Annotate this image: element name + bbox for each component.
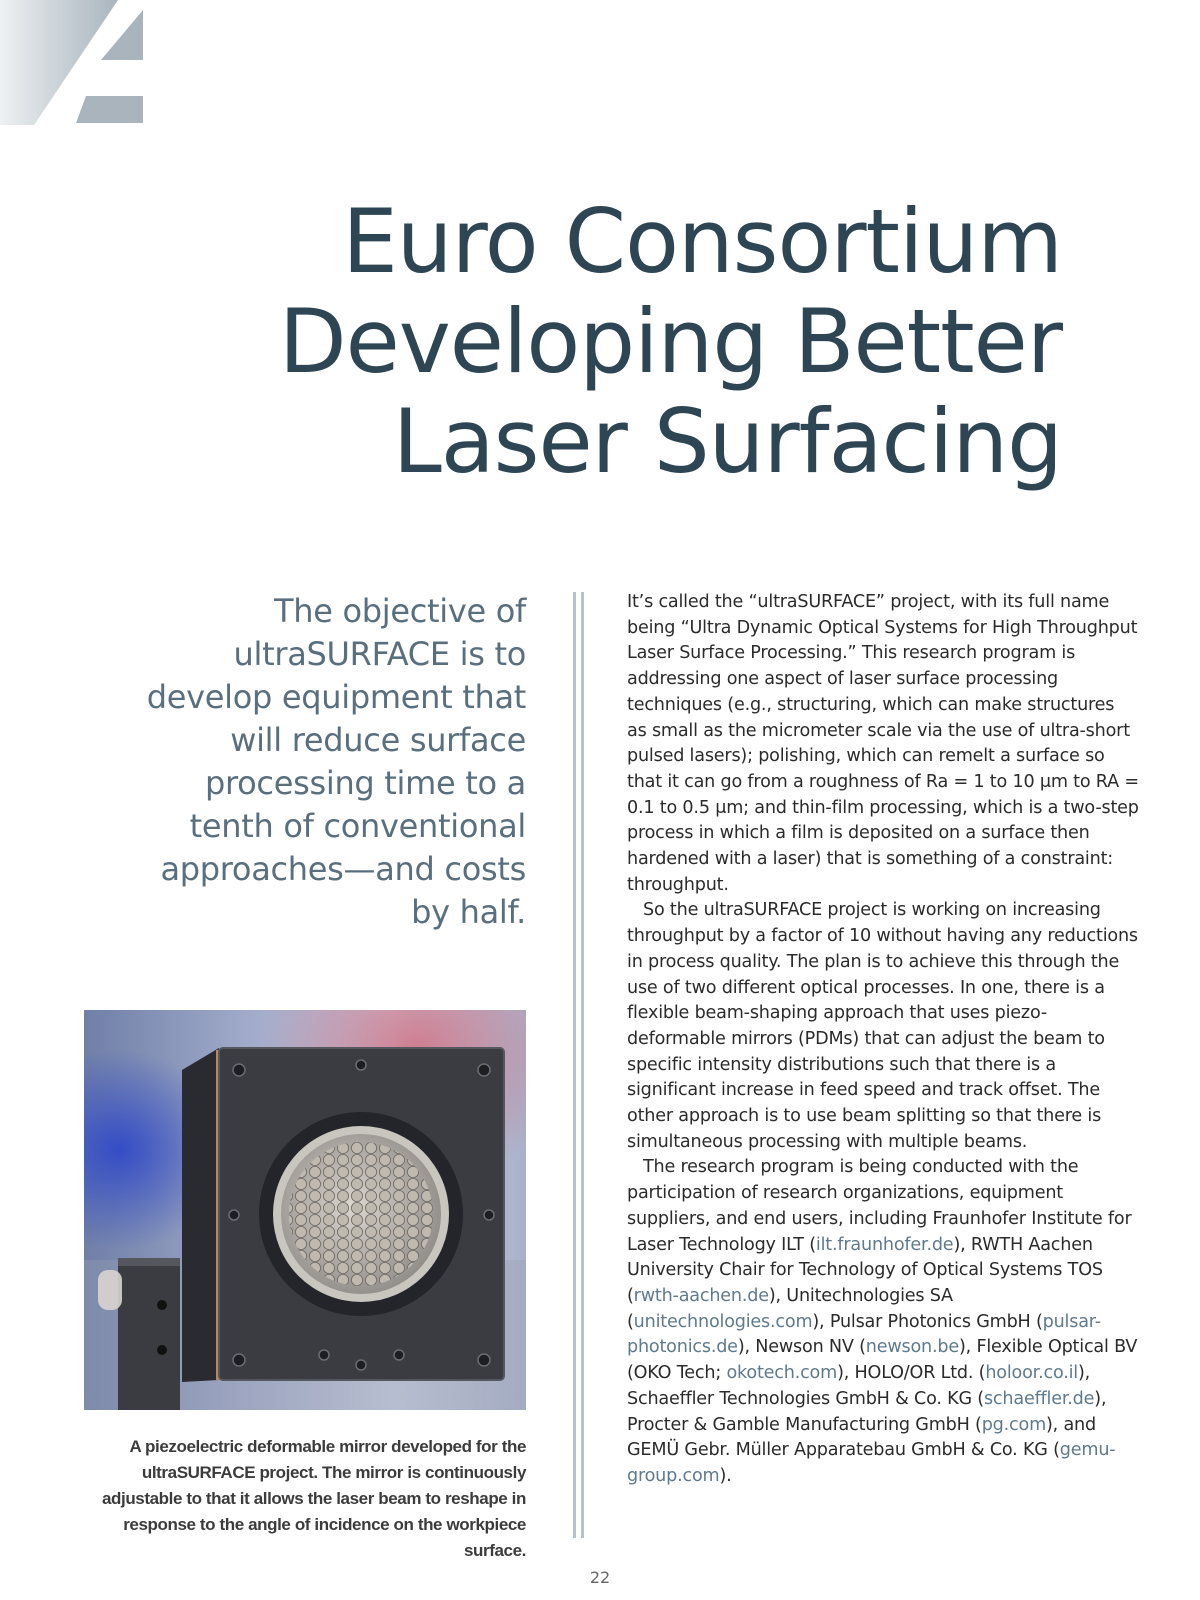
body-text: ), Unitechnologies SA (	[627, 1285, 953, 1332]
link-rwth-aachen[interactable]: rwth-aachen.de	[633, 1285, 769, 1306]
body-paragraph: It’s called the “ultraSURFACE” project, with its full name being “Ultra Dynamic Optical Systems for High Throughput Laser Surface Processing.” This research program is addressing one aspect of laser surface processing techniques (e.g., structuring, which can make structures as small as the micrometer scale via the use of ultra-short pulsed lasers); polishing, which can remelt a surface so that it can go from a roughness of Ra = 1 to 10 μm to RA = 0.1 to 0.5 μm; and thin-film processing, which is a two-step process in which a film is deposited on a surface then hardened with a laser) that is something of a constraint: throughput.	[627, 592, 1139, 895]
link-ilt-fraunhofer[interactable]: ilt.fraunhofer.de	[815, 1234, 954, 1255]
pull-quote: The objective of ultraSURFACE is to develop equipment that will reduce surface processing time to a tenth of conventional approaches—and costs by half.	[146, 592, 526, 931]
body-text: The research program is being conducted with the participation of research organizations, equipment suppliers, and end users, including Fraunhofer Institute for Laser Technology ILT (	[627, 1157, 1132, 1255]
page-number: 22	[589, 1568, 611, 1587]
body-text: ), Newson NV (	[737, 1337, 866, 1358]
link-pulsar-photonics[interactable]: pulsar-photonics.de	[627, 1311, 1101, 1358]
link-schaeffler[interactable]: schaeffler.de	[983, 1388, 1095, 1409]
title-line: Laser Surfacing	[392, 390, 1062, 493]
body-text: ), Pulsar Photonics GmbH (	[812, 1311, 1043, 1332]
deformable-mirror-photo	[84, 1010, 526, 1410]
article-body	[627, 590, 1139, 1490]
column-divider	[581, 592, 584, 1538]
body-text: ), Procter & Gamble Manufacturing GmbH (	[627, 1388, 1107, 1435]
body-paragraph: So the ultraSURFACE project is working on increasing throughput by a factor of 10 without having any reductions in process quality. The plan is to achieve this through the use of two different optical processes. In one, there is a flexible beam-shaping approach that uses piezo-deformable mirrors (PDMs) that can adjust the beam to specific intensity distributions such that there is a significant increase in feed speed and track offset. The other approach is to use beam splitting so that there is simultaneous processing with multiple beams.	[627, 900, 1138, 1152]
body-text: ), and GEMÜ Gebr. Müller Apparatebau GmbH & Co. KG (	[627, 1414, 1096, 1461]
body-text: ), Schaeffler Technologies GmbH & Co. KG (	[627, 1363, 1091, 1409]
link-newson[interactable]: newson.be	[865, 1337, 959, 1358]
title-line: Euro Consortium	[342, 190, 1062, 293]
body-text: ), HOLO/OR Ltd. (	[837, 1363, 986, 1384]
link-gemu-group[interactable]: gemu-group.com	[627, 1440, 1116, 1486]
link-holoor[interactable]: holoor.co.il	[985, 1363, 1078, 1384]
magazine-a-logo-icon	[0, 0, 150, 125]
body-text: ), RWTH Aachen University Chair for Technology of Optical Systems TOS (	[627, 1234, 1103, 1306]
link-pg[interactable]: pg.com	[981, 1414, 1047, 1435]
body-paragraph	[627, 1155, 1139, 1489]
column-divider	[573, 592, 576, 1538]
body-text: ).	[719, 1465, 732, 1486]
photo-caption: A piezoelectric deformable mirror developed for the ultraSURFACE project. The mirror is continuously adjustable to that it allows the laser beam to reshape in response to the angle of incidence on the workpiece surface.	[101, 1437, 526, 1560]
link-unitechnologies[interactable]: unitechnologies.com	[633, 1311, 813, 1332]
body-text: ), Flexible Optical BV (OKO Tech;	[627, 1337, 1138, 1384]
link-okotech[interactable]: okotech.com	[726, 1363, 838, 1384]
title-line: Developing Better	[278, 290, 1062, 393]
article-title	[162, 192, 1062, 492]
